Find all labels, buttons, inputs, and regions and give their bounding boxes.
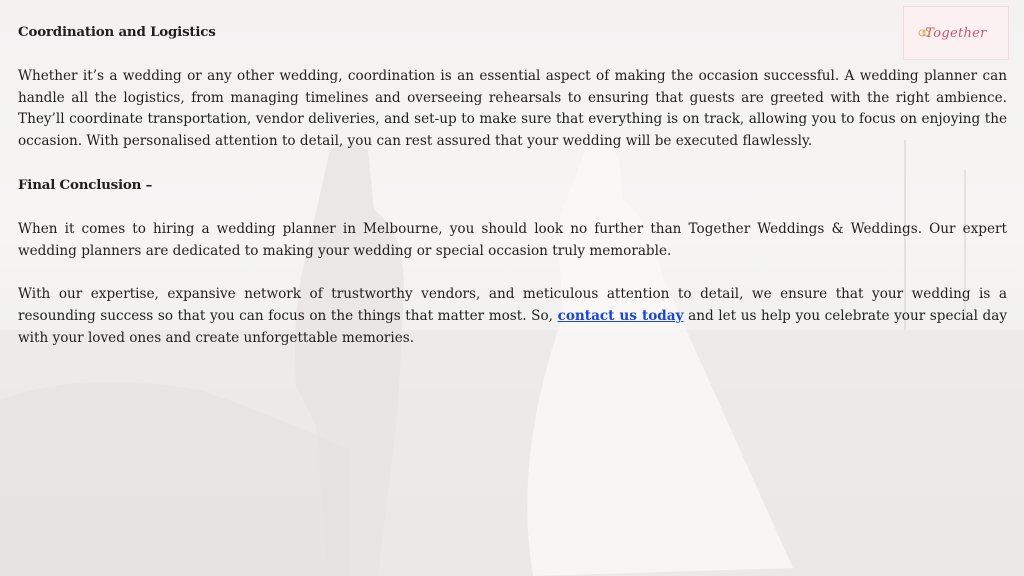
section-heading-conclusion: Final Conclusion –	[18, 176, 153, 193]
logo-text: Together	[925, 25, 987, 41]
paragraph-expertise	[18, 284, 1007, 349]
paragraph-expertise-end: and let us help you celebrate your special day with your loved ones and create unforgettable memories.	[18, 308, 1008, 346]
paragraph-coordination: Whether it’s a wedding or any other wedding, coordination is an essential aspect of making the occasion successful. A wedding planner can handle all the logistics, from managing timelines and overseeing rehearsals to ensuring that guests are greeted with the right ambience. They’ll coordinate transportation, vendor deliveries, and set-up to make sure that everything is on track, allowing you to focus on enjoying the occasion. With personalised attention to detail, you can rest assured that your wedding will be executed flawlessly.	[18, 67, 1007, 150]
paragraph-hiring: When it comes to hiring a wedding planner in Melbourne, you should look no further than Together Weddings & Weddings. Our expert wedding planners are dedicated to making your wedding or special occasion truly memorable.	[18, 220, 1007, 259]
section-heading-coordination: Coordination and Logistics	[18, 24, 216, 40]
article-content	[18, 22, 1007, 350]
paragraph-expertise-start: With our expertise, expansive network of trustworthy vendors, and meticulous attention to detail, we ensure that your wedding is a resounding success so that you can focus on the things that matter most. So,	[18, 286, 1007, 325]
contact-us-link[interactable]: contact us today	[557, 308, 684, 325]
